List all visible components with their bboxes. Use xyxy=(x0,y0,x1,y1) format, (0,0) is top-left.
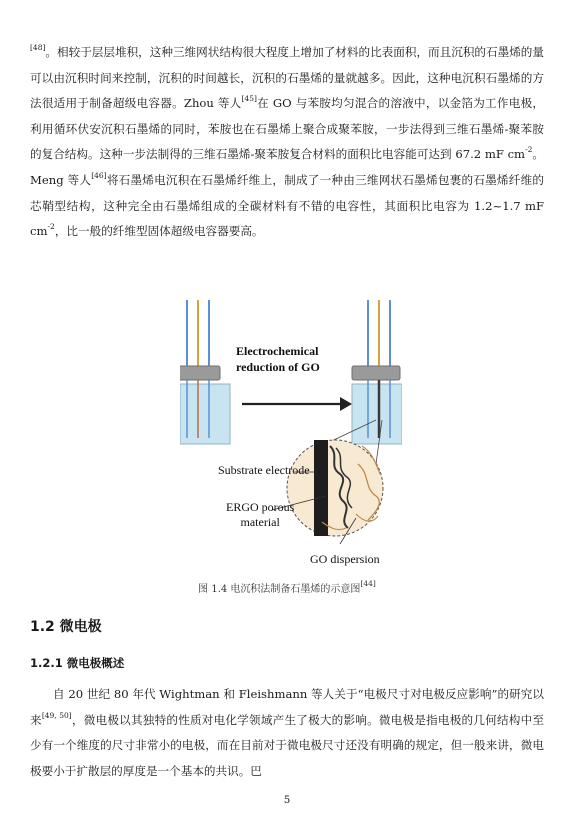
figure-caption: 图 1.4 电沉积法制备石墨烯的示意图[44] xyxy=(198,579,376,595)
paragraph-text: 。相较于层层堆积，这种三维网状结构很大程度上增加了材料的比表面积，而且沉积的石墨烯的量可以由沉积时间来控制，沉积的时间越长，沉积的石墨烯的量就越多。因此，这种电沉积石墨烯的方法很适用于制备超级电容器。Zhou 等人 xyxy=(30,45,544,111)
citation: [49, 50] xyxy=(41,710,72,720)
citation: [48] xyxy=(30,43,46,52)
paragraph-text: 在 GO 与苯胺均匀混合的溶液中，以金箔为工作电极，利用循环伏安沉积石墨烯的同时，苯胺也在石墨烯上聚合成聚苯胺，一步法得到三维石墨烯-聚苯胺的复合结构。这种一步法制得的三维石墨烯-聚苯胺复合材料的面积比电容能可达到 67.2 mF cm xyxy=(30,96,545,162)
paragraph-text: ，比一般的纤维型固体超级电容器要高。 xyxy=(54,224,264,239)
label-ergo: ERGO porous material xyxy=(226,500,295,529)
figure-electrodeposition xyxy=(180,296,402,574)
citation: [44] xyxy=(360,579,376,588)
page-number: 5 xyxy=(283,795,291,806)
citation: [46] xyxy=(91,170,107,180)
reaction-arrow xyxy=(242,397,352,411)
label-substrate: Substrate electrode xyxy=(218,463,310,477)
subsection-heading: 1.2.1 微电极概述 xyxy=(30,656,125,670)
paragraph-text: ，微电极以其独特的性质对电化学领域产生了极大的影响。微电极是指电极的几何结构中至少有一个维度的尺寸非常小的电极，而在目前对于微电极尺寸还没有明确的规定，但一般来讲，微电极要小于扩散层的厚度是一个基本的共识。巴 xyxy=(30,712,544,778)
paragraph-text: 自 20 世纪 80 年代 Wightman 和 Fleishmann 等人关于“电极尺寸对电极反应影响”的研究以来 xyxy=(30,687,544,727)
magnified-view xyxy=(287,440,383,536)
right-cell xyxy=(352,300,402,444)
paragraph-1 xyxy=(30,40,544,245)
arrow-label: Electrochemical reduction of GO xyxy=(236,344,320,374)
left-cell xyxy=(180,300,230,444)
label-dispersion: GO dispersion xyxy=(310,552,380,566)
paragraph-2 xyxy=(30,682,544,784)
superscript: -2 xyxy=(47,222,55,232)
citation: [45] xyxy=(241,94,257,104)
superscript: -2 xyxy=(525,145,533,155)
section-heading: 1.2 微电极 xyxy=(30,619,102,635)
paragraph-text: 。Meng 等人 xyxy=(30,147,544,187)
figure-illustration xyxy=(180,296,402,574)
paragraph-text: 将石墨烯电沉积在石墨烯纤维上，制成了一种由三维网状石墨烯包裹的石墨烯纤维的芯鞘型结构，这种完全由石墨烯组成的全碳材料有不错的电容性，其面积比电容为 1.2~1.7 mF cm xyxy=(30,172,544,239)
